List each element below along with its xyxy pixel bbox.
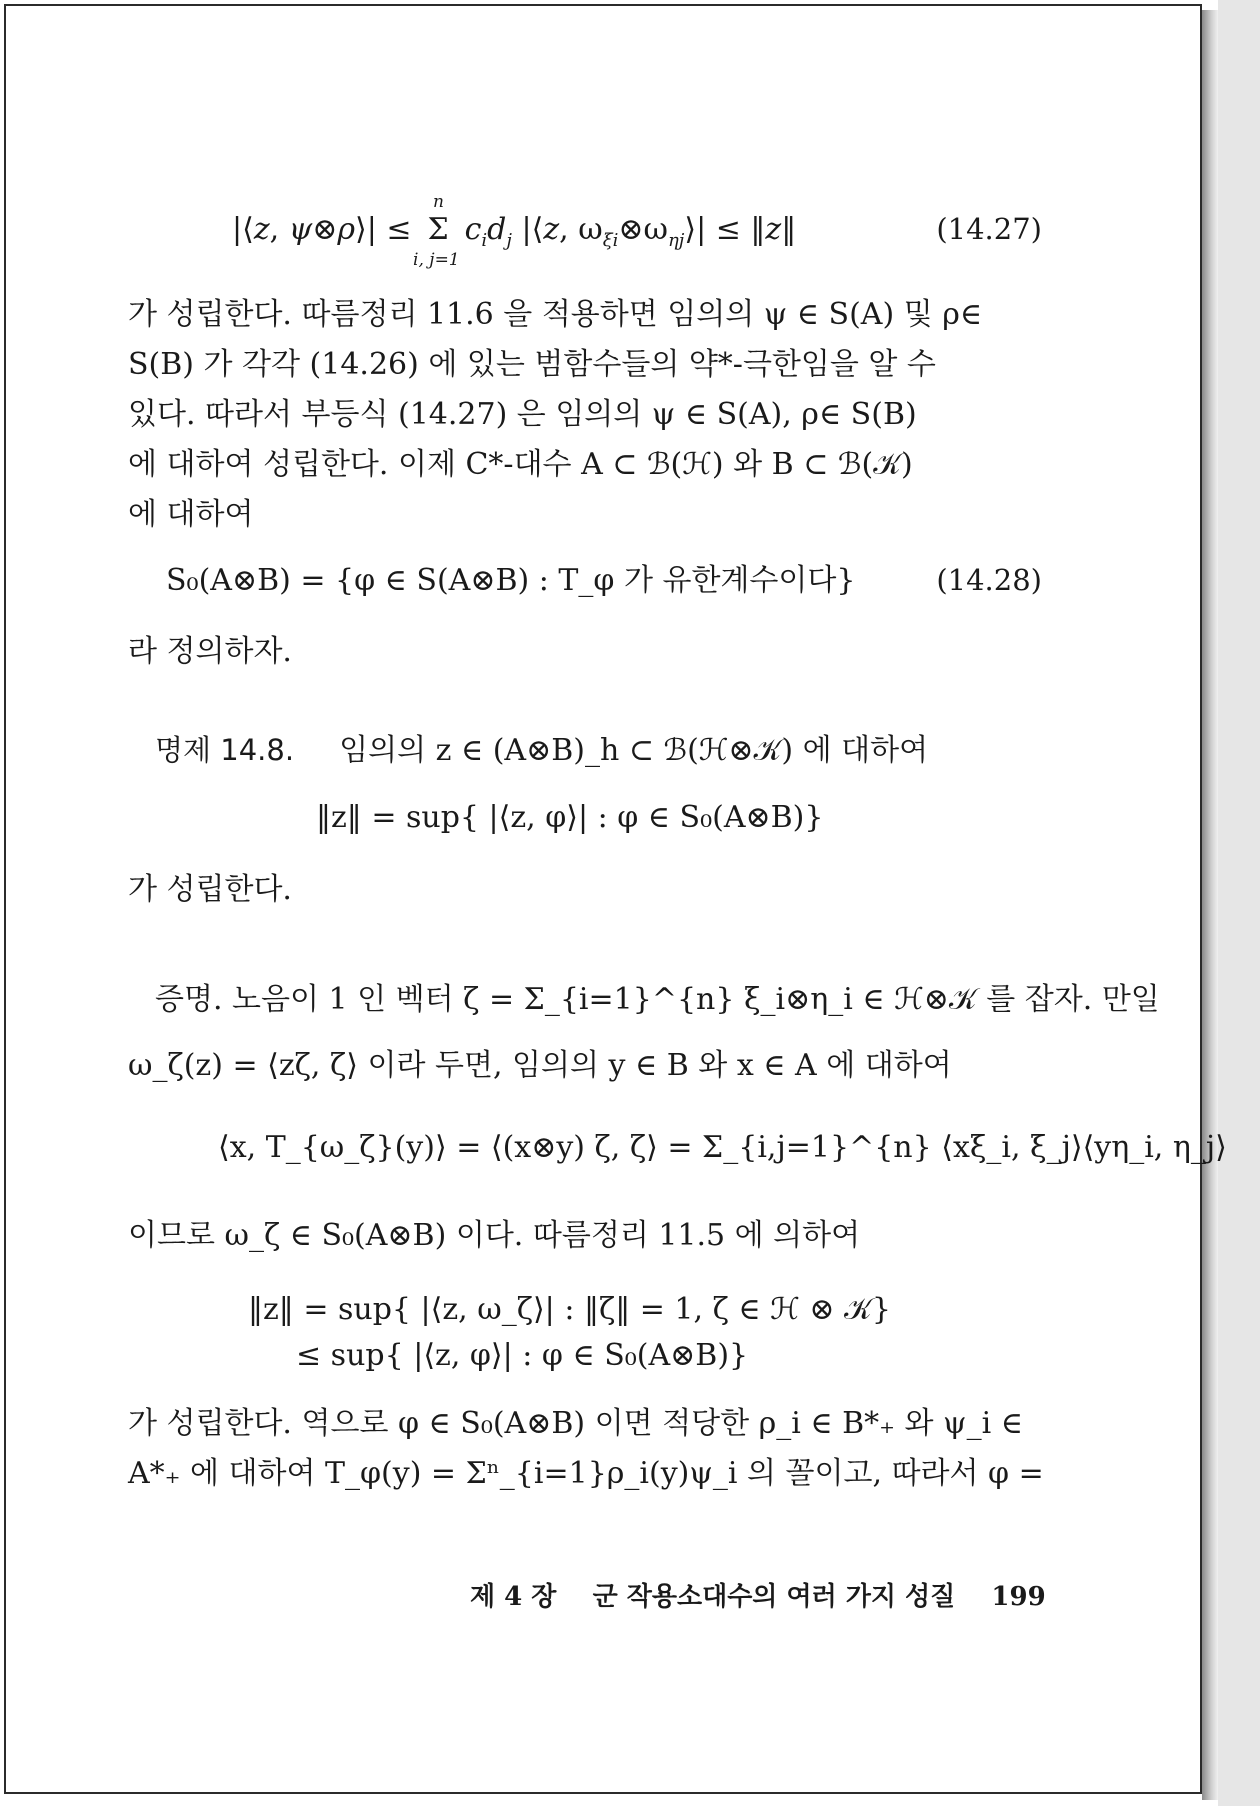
- text-line: 가 성립한다.: [128, 872, 292, 907]
- text-line: 있다. 따라서 부등식 (14.27) 은 임의의 ψ ∈ S(A), ρ∈ S(B): [128, 397, 917, 432]
- text-line: 가 성립한다. 따름정리 11.6 을 적용하면 임의의 ψ ∈ S(A) 및 ρ∈: [128, 297, 983, 332]
- proposition-label: 명제 14.8.: [155, 733, 295, 767]
- proof-line: 증명. 노음이 1 인 벡터 ζ = Σ_{i=1}^{n} ξ_i⊗η_i ∈ ℋ⊗𝒦 를 잡자. 만일: [155, 982, 1160, 1017]
- equation-number: (14.27): [936, 212, 1042, 246]
- proof-line: 이므로 ω_ζ ∈ S₀(A⊗B) 이다. 따름정리 11.5 에 의하여: [128, 1218, 861, 1253]
- proof-line: 가 성립한다. 역으로 φ ∈ S₀(A⊗B) 이면 적당한 ρ_i ∈ B*₊ 와 ψ_i ∈: [128, 1406, 1023, 1441]
- proposition-text: 임의의 z ∈ (A⊗B)_h ⊂ ℬ(ℋ⊗𝒦) 에 대하여: [339, 733, 929, 768]
- proof-line: A*₊ 에 대하여 T_φ(y) = Σⁿ_{i=1}ρ_i(y)ψ_i 의 꼴이고, 따라서 φ =: [128, 1456, 1044, 1491]
- text-line: 에 대하여 성립한다. 이제 C*-대수 A ⊂ ℬ(ℋ) 와 B ⊂ ℬ(𝒦): [128, 447, 913, 482]
- proof-equation: ≤ sup{ |⟨z, φ⟩| : φ ∈ S₀(A⊗B)}: [296, 1338, 749, 1373]
- equation-number: (14.28): [936, 563, 1042, 597]
- footer-chapter: 제 4 장: [470, 1582, 557, 1612]
- text-line: 에 대하여: [128, 497, 254, 532]
- text-line: S(B) 가 각각 (14.26) 에 있는 범함수들의 약*-극한임을 알 수: [128, 347, 936, 382]
- page-number: 199: [991, 1582, 1046, 1612]
- proposition-heading: [155, 730, 928, 771]
- proof-equation: ‖z‖ = sup{ |⟨z, ω_ζ⟩| : ‖ζ‖ = 1, ζ ∈ ℋ ⊗ 𝒦}: [248, 1292, 891, 1327]
- footer-title: 군 작용소대수의 여러 가지 성질: [592, 1582, 956, 1612]
- proof-equation: ⟨x, T_{ω_ζ}(y)⟩ = ⟨(x⊗y) ζ, ζ⟩ = Σ_{i,j=1}^{n} ⟨xξ_i, ξ_j⟩⟨yη_i, η_j⟩: [218, 1130, 1227, 1165]
- scan-margin: [1218, 0, 1260, 1806]
- text-line: 라 정의하자.: [128, 634, 292, 669]
- page-edge-shadow: [1202, 10, 1218, 1800]
- proof-line: ω_ζ(z) = ⟨zζ, ζ⟩ 이라 두면, 임의의 y ∈ B 와 x ∈ A 에 대하여: [128, 1048, 952, 1083]
- equation-14-27: |⟨z, ψ⊗ρ⟩| ≤ n Σ i, j=1 $c_id_j$ |⟨z, $\omega_{\xi i}\otimes\omega_{\eta j}⟩|$ ≤ ‖z‖: [232, 192, 797, 270]
- page-footer: [470, 1576, 1046, 1613]
- equation-14-28: S₀(A⊗B) = {φ ∈ S(A⊗B) : T_φ 가 유한계수이다}: [166, 563, 856, 598]
- proposition-equation: ‖z‖ = sup{ |⟨z, φ⟩| : φ ∈ S₀(A⊗B)}: [316, 800, 824, 835]
